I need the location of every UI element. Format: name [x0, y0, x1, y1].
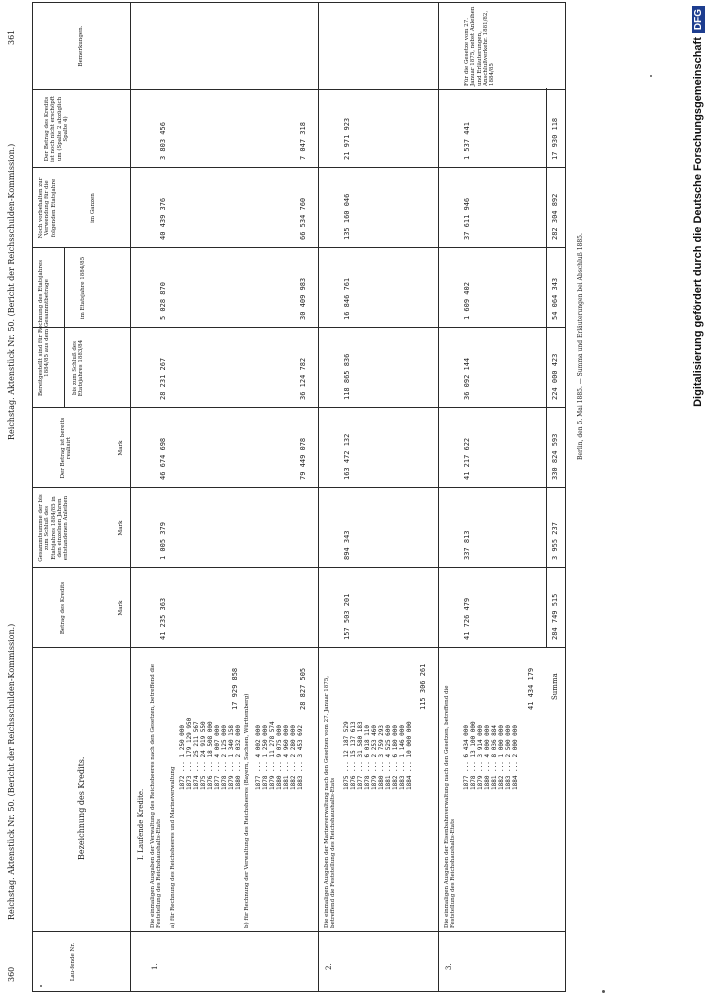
row1-bottom-rule: [318, 2, 319, 992]
page-number-left: 360: [7, 966, 16, 982]
entry-line: 1872 ... 1 250 000: [179, 724, 186, 790]
entry-line: 1878 ... 13 100 000: [470, 721, 477, 790]
row1b-col4: 79 449 078: [299, 437, 307, 480]
scan-speck: [602, 990, 605, 993]
row1-col3: 1 005 379: [159, 522, 167, 560]
entry-line: 1874 ... 25 211 567: [193, 721, 200, 790]
totals-betrag: 284 749 515: [551, 593, 559, 640]
entry-line: 1883 ... 2 500 000: [505, 724, 512, 790]
page-number-right: 361: [7, 29, 16, 45]
row3-remark: Für die Gesetze vom 27. Januar 1875, nebst Anleihen und Erläuterungen, Anschlußverkehr. 1881/82, 1884/85: [464, 6, 496, 86]
col-betrag-unit: Mark: [118, 600, 124, 616]
row1-col5a: 28 231 267: [159, 357, 167, 400]
row3-col3: 337 813: [463, 530, 471, 560]
col-3-unit: Mark: [118, 520, 124, 536]
col-6-header: Noch vorbehalten zur Verwendung für die folgenden Etatsjahre: [38, 177, 57, 239]
entry-line: 1879 ... 1 340 158: [228, 724, 235, 790]
totals-rule: [546, 88, 547, 648]
totals-col6a: 282 304 892: [551, 193, 559, 240]
col-nr-header: Lau-fende Nr.: [70, 942, 76, 982]
entry-line: 1876 ... 15 137 613: [350, 721, 357, 790]
scan-speck: [40, 985, 42, 987]
entry-line: 1882 ... 1 000 000: [498, 724, 505, 790]
entry-line: 1877 ... 4 007 000: [214, 724, 221, 790]
entry-line: 1878 ... 6 018 110: [364, 724, 371, 790]
totals-col7: 17 930 118: [551, 117, 559, 160]
col-betrag-header: Betrag des Kredits: [60, 581, 66, 635]
dfg-stamp-text: Digitalisierung gefördert durch die Deutsche Forschungsgemeinschaft: [692, 37, 704, 407]
col-5b-header: im Etatsjahre 1884/85: [80, 256, 86, 320]
row2-bottom-rule: [438, 2, 439, 992]
row1b-col5a: 36 124 782: [299, 357, 307, 400]
row1-col5b: 5 028 870: [159, 282, 167, 320]
totals-col5a: 224 000 423: [551, 353, 559, 400]
row3-col5a: 36 092 144: [463, 357, 471, 400]
dfg-stamp: [689, 6, 707, 996]
col-4-header: Der Betrag ist bereits realisirt: [60, 417, 73, 479]
dfg-logo: DFG: [692, 6, 705, 33]
col-4-unit: Mark: [118, 440, 124, 456]
table-bottom-rule: [565, 2, 566, 992]
row2-col5a: 118 865 836: [343, 353, 351, 400]
row3-col5b: 1 609 402: [463, 282, 471, 320]
row3-nr: 3.: [445, 963, 453, 970]
entry-line: 1877 ... 4 002 000: [255, 724, 262, 790]
row3-col4: 41 217 622: [463, 437, 471, 480]
entry-line: 1884 ... 10 000 000: [406, 721, 413, 790]
entry-line: 1879 ... 2 253 460: [371, 724, 378, 790]
row1-sub-a: a) für Rechnung des Reichsheeres und Marineverwaltung: [170, 766, 176, 928]
entry-line: 1880 ... 4 000 000: [484, 724, 491, 790]
entry-line: 1881 ... 4 960 000: [283, 724, 290, 790]
entry-line: 1883 ... 1 146 000: [399, 724, 406, 790]
entry-line: 1873 ... 179 129 950: [186, 717, 193, 790]
entry-line: 1881 ... 4 525 600: [385, 724, 392, 790]
totals-col3: 3 955 237: [551, 522, 559, 560]
row1-col4: 46 674 698: [159, 437, 167, 480]
entry-line: 1876 ... 18 508 000: [207, 721, 214, 790]
footnote: Berlin, den 5. Mai 1885. — Summa und Erläuterungen bei Abschluß 1885.: [577, 233, 584, 460]
section-title: I. Laufende Kredite.: [137, 788, 145, 860]
entry-line: 1882 ... 6 180 000: [392, 724, 399, 790]
row3-betrag: 41 726 479: [463, 597, 471, 640]
row1-subtotal-a: 17 929 858: [231, 667, 239, 710]
totals-col5b: 54 064 343: [551, 277, 559, 320]
col-bezeichnung-header: Bezeichnung des Kredits.: [77, 756, 86, 860]
row1-subtotal-b: 28 827 505: [299, 667, 307, 710]
entry-line: 1879 ... 3 914 000: [477, 724, 484, 790]
entry-line: 1875 ... 24 919 550: [200, 721, 207, 790]
entry-line: 1883 ... 3 453 692: [297, 724, 304, 790]
entry-line: 1882 ... 2 280 000: [290, 724, 297, 790]
row2-text: Die einmaligen Ausgaben der Marineverwaltung nach den Gesetzen vom 27. Januar 1875, betreffend die Feststellung des Reichshaushalts-Etats: [324, 675, 337, 928]
col-6b-header: im Ganzen: [90, 193, 96, 223]
col-5-group-header: Bereitgestellt sind für Rechnung des Etatsjahres 1884/85 aus dem Gesammtbetrage: [38, 259, 51, 397]
scan-speck: [650, 75, 652, 77]
entry-line: 1881 ... 8 036 884: [491, 724, 498, 790]
entry-line: 1875 ... 12 187 529: [343, 721, 350, 790]
row2-betrag: 157 503 201: [343, 593, 351, 640]
col-8-header: Bemerkungen.: [78, 25, 84, 67]
row1-text: Die einmaligen Ausgaben der Verwaltung des Reichsheeres nach den Gesetzen, betreffend die Feststellung des Reichshaushalts-Etats: [150, 663, 163, 928]
row1-col7: 3 803 456: [159, 122, 167, 160]
totals-label: Summa: [551, 673, 559, 700]
row2-col6a: 135 160 046: [343, 193, 351, 240]
row1b-col5b: 30 409 983: [299, 277, 307, 320]
entry-line: 1880 ... 9 075 000: [276, 724, 283, 790]
row1-nr: 1.: [151, 963, 159, 970]
totals-col4: 330 824 593: [551, 433, 559, 480]
row3-text: Die einmaligen Ausgaben der Eisenbahnverwaltung nach den Gesetzen, betreffend die Feststellung des Reichshaushalts-Etats: [444, 685, 457, 928]
entry-line: 1878 ... 1 250 000: [262, 724, 269, 790]
row1b-col6a: 66 534 760: [299, 197, 307, 240]
row1b-col7: 7 047 318: [299, 122, 307, 160]
row3-col6a: 37 611 946: [463, 197, 471, 240]
row1-betrag: 41 235 363: [159, 597, 167, 640]
row3-col7: 1 537 441: [463, 122, 471, 160]
col-3-header: Gesammtsumme der bis zum Schluß des Etatsjahres 1884/85 in den einzelnen Jahren entstandenen Anleihen: [38, 494, 70, 562]
col-5a-header: bis zum Schluß des Etatsjahres 1883/84: [72, 339, 85, 397]
entry-line: 1877 ... 6 434 000: [463, 724, 470, 790]
table-top-rule: [32, 2, 33, 992]
entry-line: 1879 ... 11 278 574: [269, 721, 276, 790]
row2-nr: 2.: [325, 963, 333, 970]
row2-col4: 163 472 132: [343, 433, 351, 480]
entry-line: 1880 ... 2 032 000: [235, 724, 242, 790]
row1-col6a: 40 439 376: [159, 197, 167, 240]
header-bottom-rule: [130, 2, 131, 992]
running-title-left: Reichstag. Aktenstück Nr. 50. (Bericht der Reichsschulden-Kommission.): [7, 623, 16, 920]
row3-subtotal: 41 434 179: [527, 667, 535, 710]
row1-sub-b: b) für Rechnung der Verwaltung des Reichsheeres (Bayern, Sachsen, Württemberg): [244, 693, 250, 928]
running-title-right: Reichstag. Aktenstück Nr. 50. (Bericht der Reichsschulden-Kommission.): [7, 143, 16, 440]
entry-line: 1884 ... 2 000 000: [512, 724, 519, 790]
row2-col7: 21 971 923: [343, 117, 351, 160]
row2-subtotal: 115 306 261: [419, 663, 427, 710]
col-7-header: Der Betrag des Kredits ist noch nicht erschöpft um (Spalte 2 abzüglich Spalte 4): [44, 95, 69, 163]
row2-col5b: 16 846 761: [343, 277, 351, 320]
entry-line: 1877 ... 31 580 183: [357, 721, 364, 790]
entry-line: 1880 ... 3 759 293: [378, 724, 385, 790]
entry-line: 1878 ... 2 125 000: [221, 724, 228, 790]
row2-col3: 894 343: [343, 530, 351, 560]
